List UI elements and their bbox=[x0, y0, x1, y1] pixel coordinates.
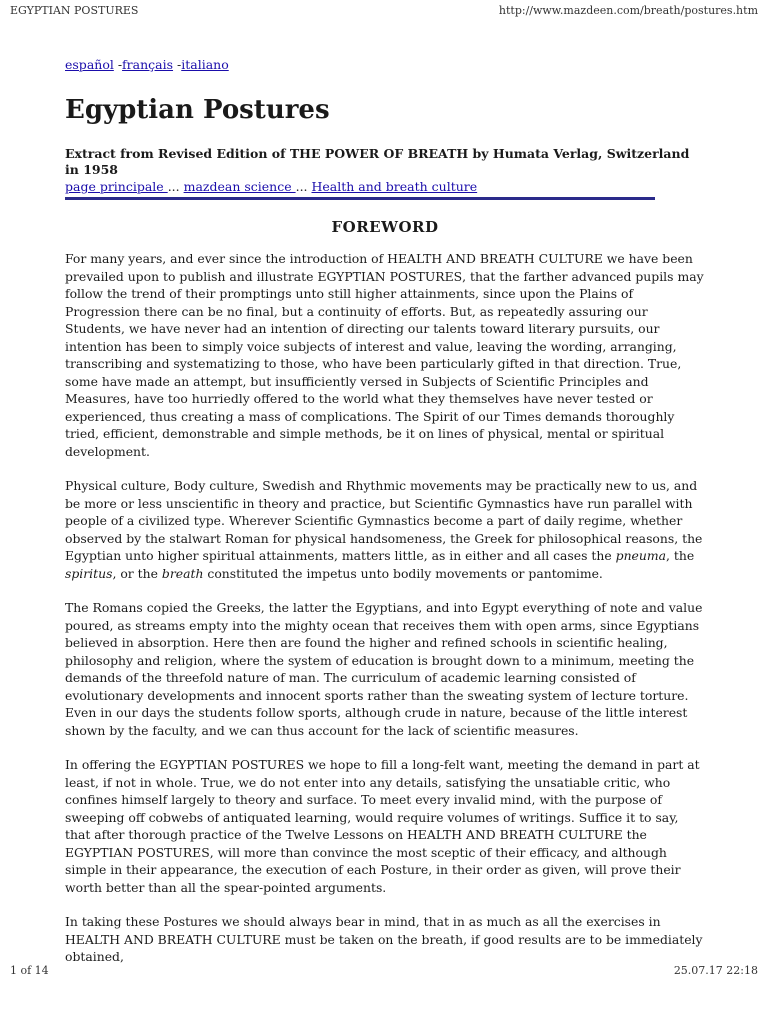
print-footer bbox=[10, 964, 758, 980]
text-run-smallcaps: EGYPTIAN POSTURES bbox=[159, 757, 305, 772]
text-run: In offering the bbox=[65, 757, 160, 772]
paragraph-3 bbox=[65, 599, 705, 739]
horizontal-rule bbox=[65, 197, 655, 200]
page-number: 1 of 14 bbox=[10, 964, 49, 977]
text-run-italic: pneuma bbox=[615, 548, 667, 563]
nav-dots: ... bbox=[295, 179, 312, 194]
language-links bbox=[65, 56, 705, 74]
text-run: , that the farther advanced pupils may follow the trend of their promptings unto still higher attainments, since upon the Plains of Progression there can be no final, but a continuity of efforts. But, as repeatedly assuring our Students, we have never had an intention of directing our talents toward literary pursuits, our intention has been to simply voice subjects of interest and value, leaving the wording, arranging, transcribing and systematizing to those, who have been particularly gifted in that direction. True, some have made an attempt, but insufficiently versed in Subjects of Scientific Principles and Measures, have too hurriedly offered to the world what they themselves have never tested or experienced, thus creating a mass of complications. The Spirit of our Times demands thoroughly tried, efficient, demonstrable and simple methods, be it on lines of physical, mental or spiritual development. bbox=[65, 268, 704, 459]
text-run: we have been prevailed upon to publish and illustrate bbox=[65, 251, 693, 284]
breadcrumb bbox=[65, 178, 705, 195]
text-run-smallcaps: EGYPTIAN POSTURES bbox=[317, 268, 463, 284]
extract-line bbox=[65, 146, 705, 178]
text-run: the bbox=[622, 827, 647, 842]
section-heading: FOREWORD bbox=[331, 218, 439, 236]
print-header bbox=[10, 4, 758, 20]
text-run: constituted the impetus unto bodily movements or pantomime. bbox=[203, 565, 603, 581]
nav-dots: ... bbox=[167, 179, 184, 194]
print-datetime: 25.07.17 22:18 bbox=[673, 964, 758, 977]
nav-link-mazdean-science[interactable]: mazdean science bbox=[183, 179, 296, 194]
lang-separator: - bbox=[173, 57, 182, 72]
text-run: we hope to fill a long-felt want, meeting the demand in part at least, if not in whole. True, we do not enter into any details, satisfying the unsatiable critic, who confines himself largely to theory and surface. To meet every invalid mind, with the purpose of sweeping off cobwebs of antiquated learning, would require volumes of writings. Suffice it to say, that after thorough practice of the Twelve Lessons on bbox=[65, 757, 700, 842]
text-run: For many years, and ever since the introduction of bbox=[65, 251, 388, 266]
paragraph-2 bbox=[65, 477, 705, 582]
lang-link-italiano[interactable]: italiano bbox=[181, 57, 229, 72]
text-run: , or the bbox=[112, 565, 162, 581]
extract-prefix: Extract from Revised Edition of bbox=[65, 146, 290, 161]
text-run: The Romans copied the Greeks, the latter the Egyptians, and into Egypt everything of note and value poured, as streams empty into the mighty ocean that receives them with open arms, since Egyptians believed in absorption. Here then are found the higher and refined schools in scientific healing, philosophy and religion, where the system of education is brought down to a minimum, meeting the demands of the threefold nature of man. The curriculum of academic learning consisted of evolutionary developments and innocent sports rather than the sweating system of lecture torture. Even in our days the students follow sports, although crude in nature, because of the little interest shown by the faculty, and we can thus account for the lack of scientific measures. bbox=[65, 600, 703, 738]
lang-link-espanol[interactable]: español bbox=[65, 57, 114, 72]
text-run: , the bbox=[666, 548, 695, 563]
paragraph-5 bbox=[65, 913, 705, 966]
text-run-smallcaps: HEALTH AND BREATH CULTURE bbox=[406, 827, 623, 842]
text-run-smallcaps: HEALTH AND BREATH CULTURE bbox=[65, 931, 281, 947]
paragraph-4 bbox=[65, 756, 705, 896]
text-run-smallcaps: EGYPTIAN POSTURES bbox=[65, 844, 210, 860]
text-run-italic: breath bbox=[161, 565, 204, 581]
text-run: In taking these Postures we should always bear in mind, that in as much as all the exercises in bbox=[65, 914, 661, 929]
text-run: Physical culture, Body culture, Swedish and Rhythmic movements may be practically new to us, and be more or less unscientific in theory and practice, but Scientific Gymnastics have run parallel with people of a civilized type. Wherever Scientific Gymnastics become a part of daily regime, whether observed by the stalwart Roman for physical handsomeness, the Greek for philosophical reasons, the Egyptian unto higher spiritual attainments, matters little, as in either and all cases the bbox=[65, 478, 703, 563]
page-content bbox=[65, 56, 705, 983]
page-title: Egyptian Postures bbox=[65, 95, 330, 125]
nav-link-health-breath-culture[interactable]: Health and breath culture bbox=[311, 179, 478, 194]
text-run-italic: spiritus bbox=[65, 565, 113, 581]
lang-link-francais[interactable]: français bbox=[122, 57, 174, 72]
text-run-smallcaps: HEALTH AND BREATH CULTURE bbox=[387, 251, 603, 266]
nav-link-page-principale[interactable]: page principale bbox=[65, 179, 168, 194]
lang-separator: - bbox=[113, 57, 123, 72]
print-header-title: EGYPTIAN POSTURES bbox=[10, 4, 139, 17]
extract-book-title: THE POWER OF BREATH bbox=[289, 146, 469, 161]
text-run: , will more than convince the most sceptic of their efficacy, and although simple in their appearance, the execution of each Posture, in their order as given, will prove their worth better than all the spear-pointed arguments. bbox=[65, 844, 681, 895]
extract-suffix: by Humata Verlag, Switzerland in 1958 bbox=[65, 146, 690, 177]
print-header-url: http://www.mazdeen.com/breath/postures.htm bbox=[498, 4, 758, 17]
text-run: must be taken on the breath, if good results are to be immediately obtained, bbox=[65, 931, 703, 964]
paragraph-1 bbox=[65, 250, 705, 460]
